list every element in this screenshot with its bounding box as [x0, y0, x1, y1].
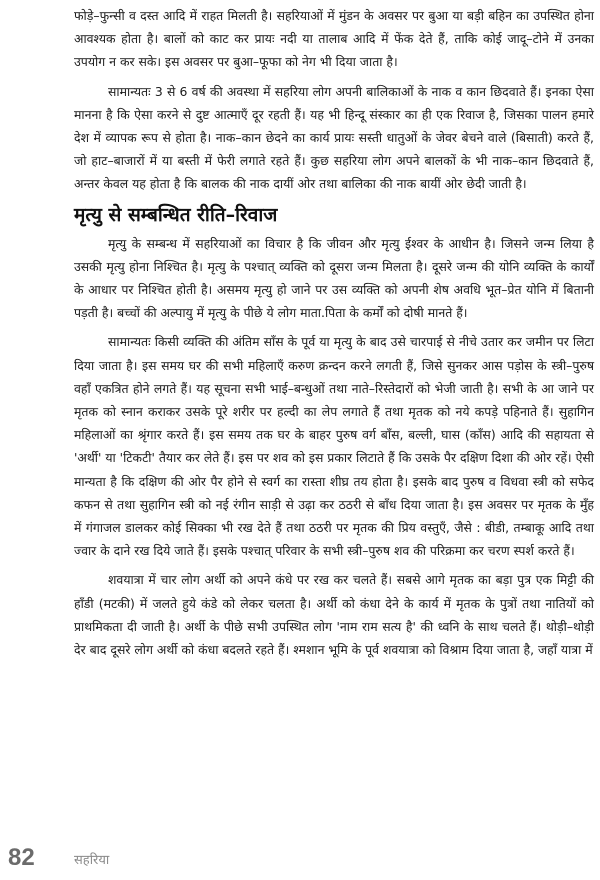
- section-heading: मृत्यु से सम्बन्धित रीति–रिवाज: [74, 203, 278, 226]
- running-title: सहरिया: [74, 853, 110, 868]
- paragraph-death-beliefs: मृत्यु के सम्बन्ध में सहरियाओं का विचार है कि जीवन और मृत्यु ईश्वर के आधीन है। जिसने जन्म लिया है उसकी मृत्यु होना निश्चित है। मृत्यु के पश्चात् व्यक्ति को दूसरा जन्म मिलता है। दूसरे जन्म की योनि व्यक्ति के कार्यों के आधार पर निश्चित होती है। असमय मृत्यु हो जाने पर उस व्यक्ति को अपनी शेष अवधि भूत–प्रेत योनि में बितानी पड़ती है। बच्चों की अल्पायु में मृत्यु के पीछे ये लोग माता.पिता के कर्मों को दोषी मानते हैं।: [74, 235, 594, 321]
- paragraph-funeral-procession: शवयात्रा में चार लोग अर्थी को अपने कंधे पर रख कर चलते हैं। सबसे आगे मृतक का बड़ा पुत्र एक मिट्टी की हाँडी (मटकी) में जलते हुये कंडे को लेकर चलता है। अर्थी को कंधा देने के कार्य में मृतक के पुत्रों तथा नातियों को प्राथमिकता दी जाती है। अर्थी के पीछे सभी उपस्थित लोग 'नाम राम सत्य है' की ध्वनि के साथ चलते हैं। थोड़ी–थोड़ी देर बाद दूसरे लोग अर्थी को कंधा बदलते रहते हैं। श्मशान भूमि के पूर्व शवयात्रा को विश्राम दिया जाता है, जहाँ यात्रा में: [74, 572, 594, 658]
- paragraph-ear-nose-piercing: सामान्यतः 3 से 6 वर्ष की अवस्था में सहरिया लोग अपनी बालिकाओं के नाक व कान छिदवाते हैं। इनका ऐसा मानना है कि ऐसा करने से दुष्ट आत्माएँ दूर रहती हैं। यह भी हिन्दू संस्कार का ही एक रिवाज है, जिसका पालन हमारे देश में व्यापक रूप से होता है। नाक–कान छेदने का कार्य प्रायः सस्ती धातुओं के जेवर बेचने वाले (बिसाती) करते हैं, जो हाट–बाजारों में या बस्ती में फेरी लगाते रहते हैं। कुछ सहरिया लोग अपने बालकों के भी नाक–कान छिदवाते हैं, अन्तर केवल यह होता है कि बालक की नाक दायीं ओर तथा बालिका की नाक बायीं ओर छेदी जाती है।: [74, 83, 594, 192]
- page-number: 82: [8, 844, 35, 871]
- page-body: [74, 4, 594, 661]
- paragraph-continuation: फोड़े–फुन्सी व दस्त आदि में राहत मिलती है। सहरियाओं में मुंडन के अवसर पर बुआ या बड़ी बहिन का उपस्थित होना आवश्यक होता है। बालों को काट कर प्रायः नदी या तालाब आदि में फेंक देते हैं, ताकि कोई जादू–टोने में उनका उपयोग न कर सके। इस अवसर पर बुआ–फूफा को नेग भी दिया जाता है।: [74, 8, 594, 70]
- paragraph-death-rituals: सामान्यतः किसी व्यक्ति की अंतिम साँस के पूर्व या मृत्यु के बाद उसे चारपाई से नीचे उतार कर जमीन पर लिटा दिया जाता है। इस समय घर की सभी महिलाएँ करुण क्रन्दन करने लगती हैं, जिसे सुनकर आस पड़ोस के स्त्री–पुरुष वहाँ एकत्रित होने लगते हैं। यह सूचना सभी भाई–बन्धुओं तथा नाते–रिस्तेदारों को भेजी जाती है। सभी के आ जाने पर मृतक को स्नान कराकर उसके पूरे शरीर पर हल्दी का लेप लगाते हैं तथा मृतक को नये कपड़े पहिनाते हैं। सुहागिन महिलाओं का श्रृंगार करते हैं। इस समय तक घर के बाहर पुरुष वर्ग बाँस, बल्ली, घास (काँस) आदि की सहायता से 'अर्थी' या 'टिकटी' तैयार कर लेते हैं। इस पर शव को इस प्रकार लिटाते हैं कि उसके पैर दक्षिण दिशा की ओर रहें। ऐसी मान्यता है कि दक्षिण की ओर पैर होने से स्वर्ग का रास्ता शीघ्र तय होता है। इसके बाद पुरुष व विधवा स्त्री को सफेद कफन से तथा सुहागिन स्त्री को नई रंगीन साड़ी से उढ़ा कर ठठरी से बाँध दिया जाता है। इस अवसर पर मृतक के मुँह में गंगाजल डालकर कोई सिक्का भी रख देते हैं तथा ठठरी पर मृतक की प्रिय वस्तुएँ, जैसे : बीडी, तम्बाकू आदि तथा ज्वार के दाने रख दिये जाते हैं। इसके पश्चात् परिवार के सभी स्त्री–पुरुष शव की परिक्रमा कर चरण स्पर्श करते हैं।: [74, 334, 594, 559]
- page-footer: [0, 840, 600, 880]
